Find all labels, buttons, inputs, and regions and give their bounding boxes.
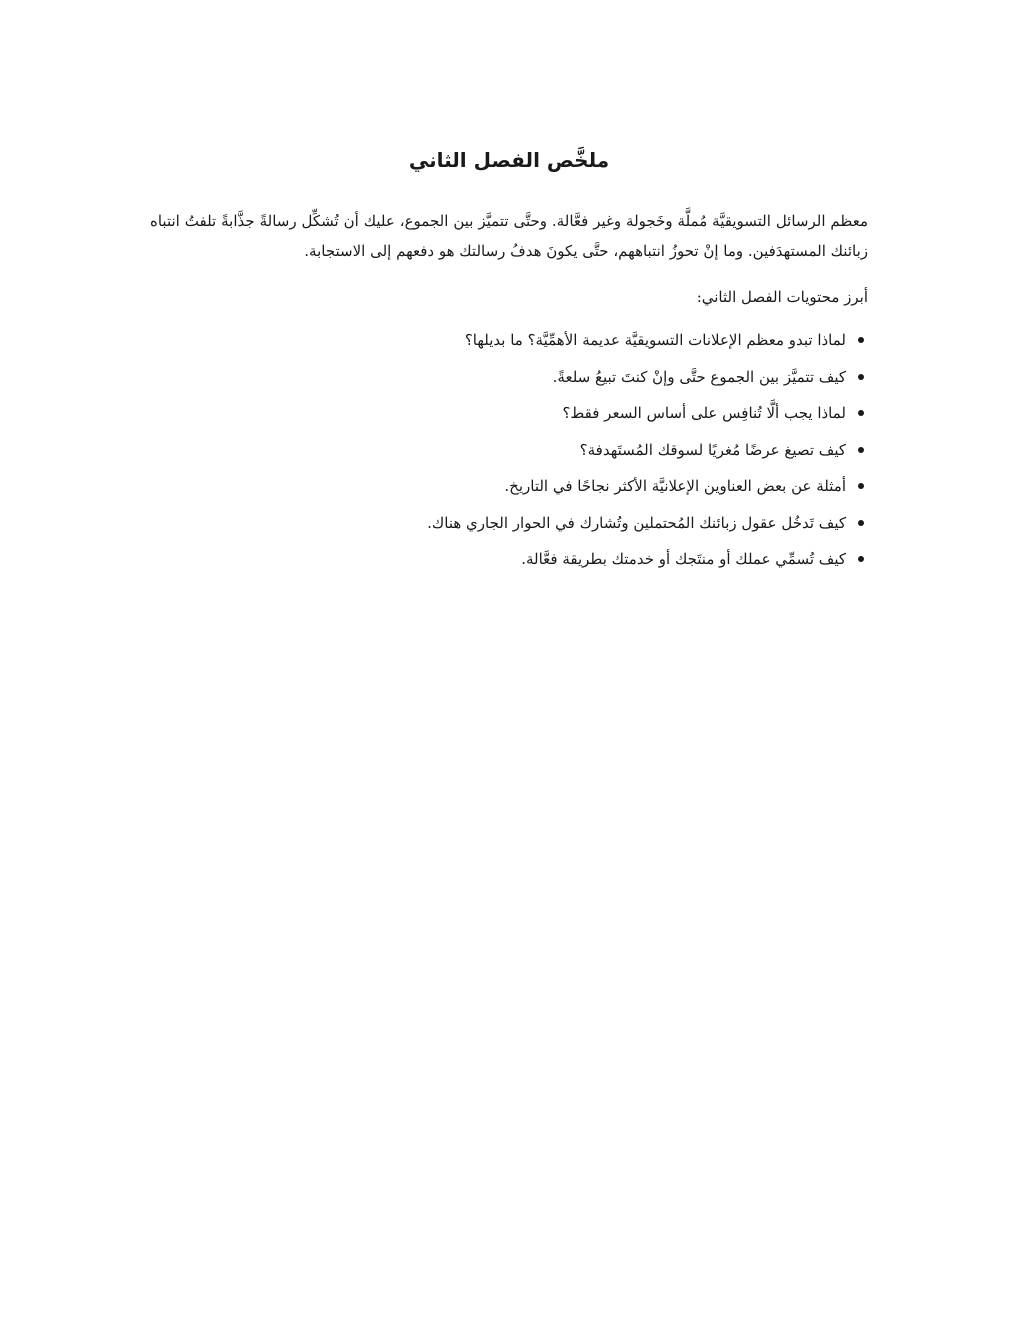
list-item [427,468,868,505]
list-item-text: لماذا يجب ألَّا تُنافِس على أساس السعر فقط؟ [562,404,846,422]
list-item [427,541,868,578]
list-item-text: أمثلة عن بعض العناوين الإعلانيَّة الأكثر نجاحًا في التاريخ. [504,477,846,495]
chapter-summary-title: ملخَّص الفصل الثاني [408,148,610,172]
list-item [427,432,868,469]
list-item [427,395,868,432]
list-item-text: كيف تصيغ عرضًا مُغريًا لسوقك المُستَهدفة؟ [579,440,846,459]
list-item-text: كيف تُسمِّي عملك أو منتَجك أو خدمتك بطريقة فعَّالة. [521,550,846,568]
bullet-icon [858,483,864,489]
list-item [427,359,868,396]
bullet-icon [858,520,864,526]
list-item [427,322,868,359]
bullet-icon [858,374,864,380]
contents-list [427,322,868,578]
bullet-icon [858,410,864,416]
contents-heading: أبرز محتويات الفصل الثاني: [696,288,868,306]
list-item-text: كيف تَدخُل عقول زبائنك المُحتملين وتُشارك في الحوار الجاري هناك. [427,513,846,532]
bullet-icon [858,337,864,343]
list-item [427,505,868,542]
intro-paragraph: معظم الرسائل التسويقيَّة مُملَّة وخَجولة وغير فعَّالة. وحتَّى تتميَّز بين الجموع، عليك أن تُشكِّل رسالةً جذَّابةً تلفتُ انتباه زبائنك المستهدَفين. وما إنْ تحوزُ انتباههم، حتَّى يكونَ هدفُ رسالتك هو دفعهم إلى الاستجابة. [150,212,868,260]
list-item-text: كيف تتميَّز بين الجموع حتَّى وإنْ كنتَ تبيعُ سلعةً. [552,367,846,386]
list-item-text: لماذا تبدو معظم الإعلانات التسويقيَّة عديمة الأهمِّيَّة؟ ما بديلها؟ [464,331,846,349]
bullet-icon [858,447,864,453]
bullet-icon [858,556,864,562]
